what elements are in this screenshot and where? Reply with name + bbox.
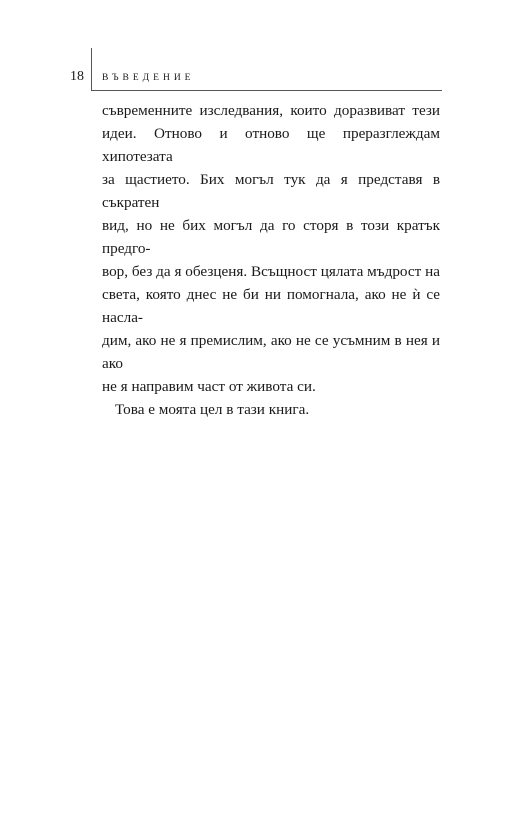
page-number: 18 bbox=[70, 69, 84, 84]
closing-paragraph: Това е моята цел в тази книга. bbox=[115, 401, 310, 418]
text-line: идеи. Отново и отново ще преразглеждам хипотезата bbox=[102, 125, 440, 165]
text-line: света, която днес не би ни помогнала, ако не ѝ се насла- bbox=[102, 286, 440, 326]
running-head: ВЪВЕДЕНИЕ bbox=[102, 73, 195, 83]
text-line: не я направим част от живота си. bbox=[102, 378, 316, 395]
text-line: дим, ако не я премислим, ако не се усъмним в нея и ако bbox=[102, 332, 440, 372]
header-vertical-rule bbox=[91, 48, 92, 91]
text-line: съвременните изследвания, които доразвиват тези bbox=[102, 102, 440, 119]
header-horizontal-rule bbox=[91, 90, 442, 91]
text-line: за щастието. Бих могъл тук да я представя в съкратен bbox=[102, 171, 440, 211]
text-line: вид, но не бих могъл да го сторя в този кратък предго- bbox=[102, 217, 440, 257]
body-text bbox=[102, 99, 440, 421]
text-line: вор, без да я обезценя. Всъщност цялата мъдрост на bbox=[102, 263, 440, 280]
